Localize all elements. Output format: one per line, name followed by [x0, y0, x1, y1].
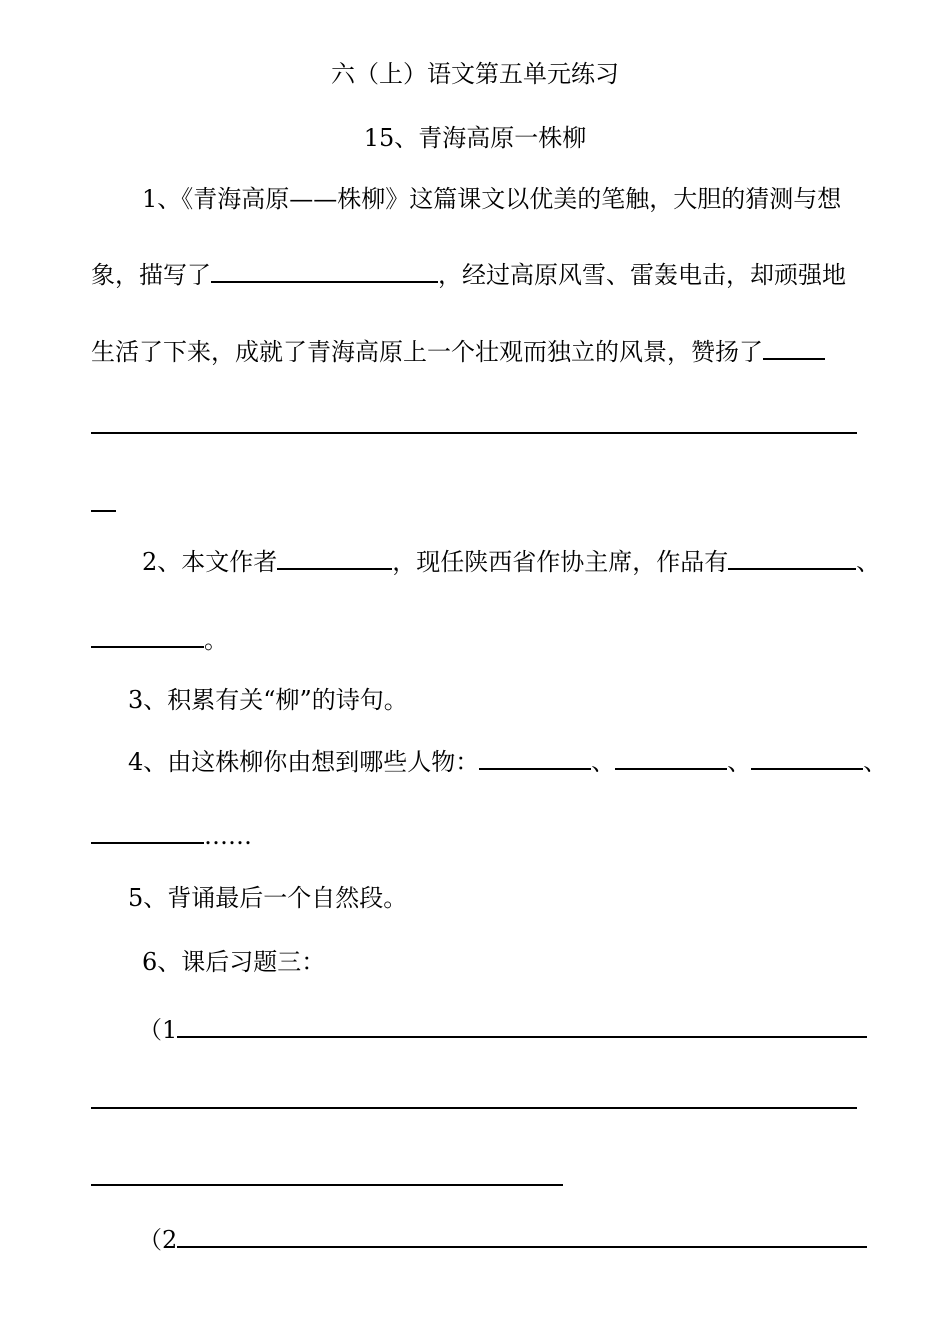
- q1-line-2-start: 象，描写了: [91, 261, 211, 289]
- q2-line-1: [142, 546, 910, 578]
- q6-item-1-label: （1: [138, 1016, 178, 1044]
- q6-item-1-line-2[interactable]: [91, 1107, 857, 1109]
- q2-text-b: ，现任陕西省作协主席，作品有: [392, 548, 729, 576]
- lesson-title: 15、青海高原一株柳: [363, 124, 587, 152]
- q2-end: 。: [204, 626, 228, 654]
- q2-works-blank-1[interactable]: [728, 546, 856, 570]
- q2-works-blank-2[interactable]: [91, 624, 204, 648]
- q2-author-blank[interactable]: [277, 546, 392, 570]
- q4-person-blank-2[interactable]: [615, 746, 727, 770]
- q2-text-a: 2、本文作者: [142, 548, 278, 576]
- q4-person-blank-3[interactable]: [751, 746, 863, 770]
- q4-sep-3: 、: [863, 748, 888, 776]
- q6-item-2-blank[interactable]: [177, 1224, 867, 1248]
- q6-item-2: [138, 1224, 906, 1256]
- q1-line-3-text: 生活了下来，成就了青海高原上一个壮观而独立的风景，赞扬了: [91, 338, 763, 366]
- q4-text: 4、由这株柳你由想到哪些人物：: [128, 748, 480, 776]
- q1-answer-line[interactable]: [91, 432, 857, 434]
- q1-line-2: [91, 259, 859, 291]
- q1-answer-blank-1[interactable]: [211, 259, 438, 283]
- q2-line-2: [91, 624, 859, 656]
- q4-line-1: [128, 746, 896, 778]
- q3-text: 3、积累有关“柳”的诗句。: [128, 686, 408, 714]
- q1-line-1: 1、《青海高原——株柳》这篇课文以优美的笔触，大胆的猜测与想: [142, 185, 842, 213]
- q6-item-1-blank[interactable]: [177, 1014, 867, 1038]
- q4-sep-1: 、: [591, 748, 616, 776]
- q1-answer-blank-2[interactable]: [763, 336, 825, 360]
- q4-person-blank-1[interactable]: [479, 746, 591, 770]
- q6-text: 6、课后习题三：: [142, 948, 326, 976]
- q1-line-2-end: ，经过高原风雪、雷轰电击，却顽强地: [438, 261, 846, 289]
- q4-person-blank-4[interactable]: [91, 820, 204, 844]
- q4-ellipsis: ……: [204, 822, 252, 850]
- q5-text: 5、背诵最后一个自然段。: [128, 884, 408, 912]
- q4-line-2: [91, 820, 859, 852]
- q1-line-3: [91, 336, 859, 368]
- q6-item-2-label: （2: [138, 1226, 178, 1254]
- q2-separator: 、: [856, 548, 881, 576]
- q4-sep-2: 、: [727, 748, 752, 776]
- page-title: 六（上）语文第五单元练习: [331, 60, 619, 88]
- q6-item-1-line-3[interactable]: [91, 1184, 563, 1186]
- q6-item-1: [138, 1014, 906, 1046]
- q1-answer-line-end[interactable]: [91, 510, 116, 512]
